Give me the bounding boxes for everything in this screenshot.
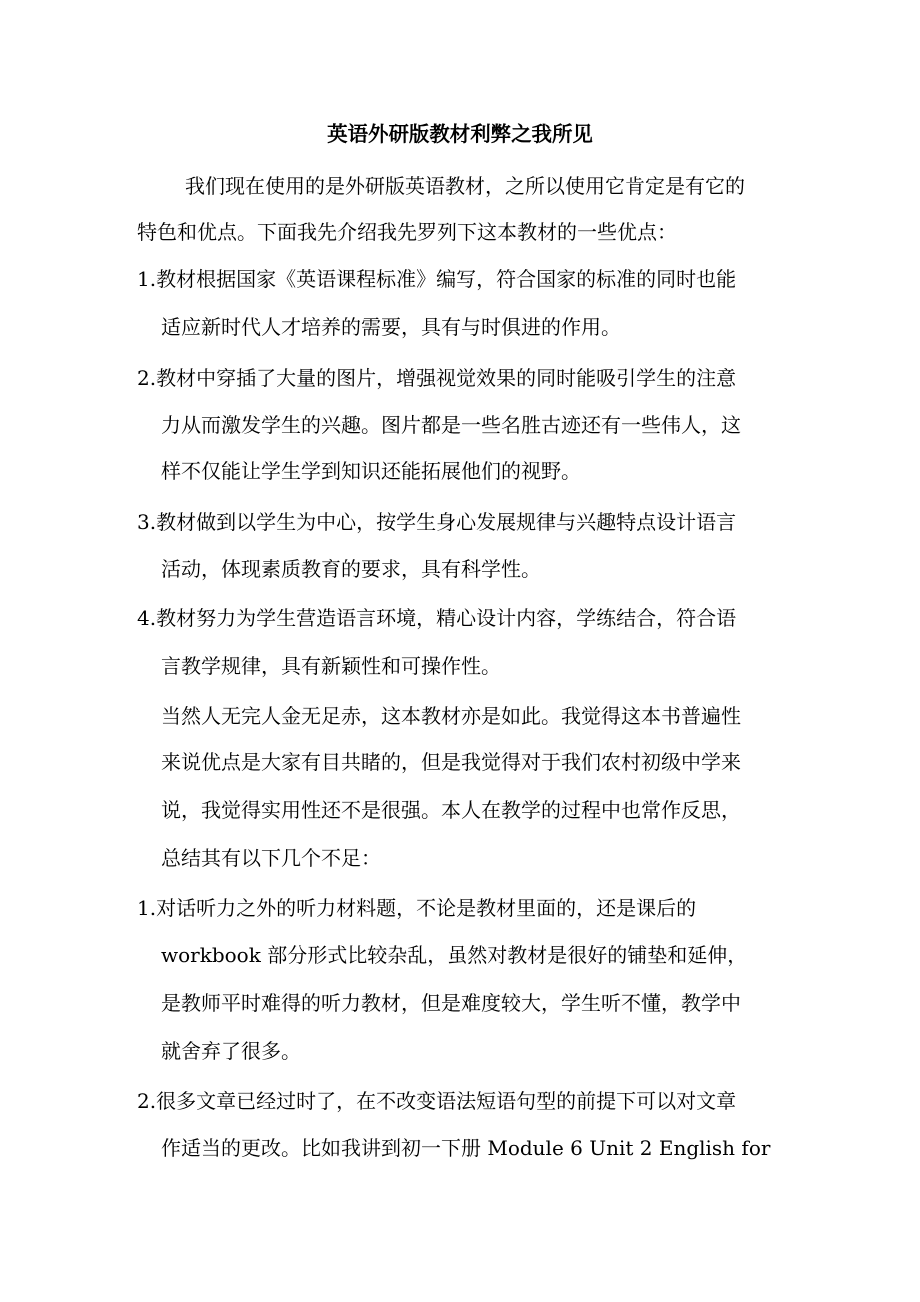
list-item-line: workbook 部分形式比较杂乱，虽然对教材是很好的铺垫和延伸，: [161, 943, 748, 967]
list-item-line: 活动，体现素质教育的要求，具有科学性。: [161, 557, 541, 581]
intro-line: 我们现在使用的是外研版英语教材，之所以使用它肯定是有它的: [185, 174, 745, 198]
list-item-line: 4.教材努力为学生营造语言环境，精心设计内容，学练结合，符合语: [137, 606, 737, 630]
list-item-line: 1.教材根据国家《英语课程标准》编写，符合国家的标准的同时也能: [137, 267, 737, 291]
list-item-line: 2.很多文章已经过时了，在不改变语法短语句型的前提下可以对文章: [137, 1089, 737, 1113]
list-item-line: 力从而激发学生的兴趣。图片都是一些名胜古迹还有一些伟人，这: [161, 413, 741, 437]
list-item-line: 就舍弃了很多。: [161, 1039, 301, 1063]
list-item-line: 作适当的更改。比如我讲到初一下册 Module 6 Unit 2 English for: [161, 1136, 771, 1160]
intro-line: 特色和优点。下面我先介绍我先罗列下这本教材的一些优点：: [137, 220, 677, 244]
transition-line: 当然人无完人金无足赤，这本教材亦是如此。我觉得这本书普遍性: [161, 704, 741, 728]
list-item-line: 是教师平时难得的听力教材，但是难度较大，学生听不懂，教学中: [161, 991, 741, 1015]
transition-line: 总结其有以下几个不足：: [161, 846, 381, 870]
list-item-line: 样不仅能让学生学到知识还能拓展他们的视野。: [161, 459, 581, 483]
list-item-line: 1.对话听力之外的听力材料题，不论是教材里面的，还是课后的: [137, 896, 697, 920]
transition-line: 说，我觉得实用性还不是很强。本人在教学的过程中也常作反思，: [161, 798, 741, 822]
transition-line: 来说优点是大家有目共睹的，但是我觉得对于我们农村初级中学来: [161, 750, 741, 774]
list-item-line: 言教学规律，具有新颖性和可操作性。: [161, 654, 501, 678]
list-item-line: 适应新时代人才培养的需要，具有与时俱进的作用。: [161, 315, 621, 339]
list-item-line: 3.教材做到以学生为中心，按学生身心发展规律与兴趣特点设计语言: [137, 510, 737, 534]
document-title: 英语外研版教材利弊之我所见: [327, 122, 593, 146]
list-item-line: 2.教材中穿插了大量的图片，增强视觉效果的同时能吸引学生的注意: [137, 366, 737, 390]
